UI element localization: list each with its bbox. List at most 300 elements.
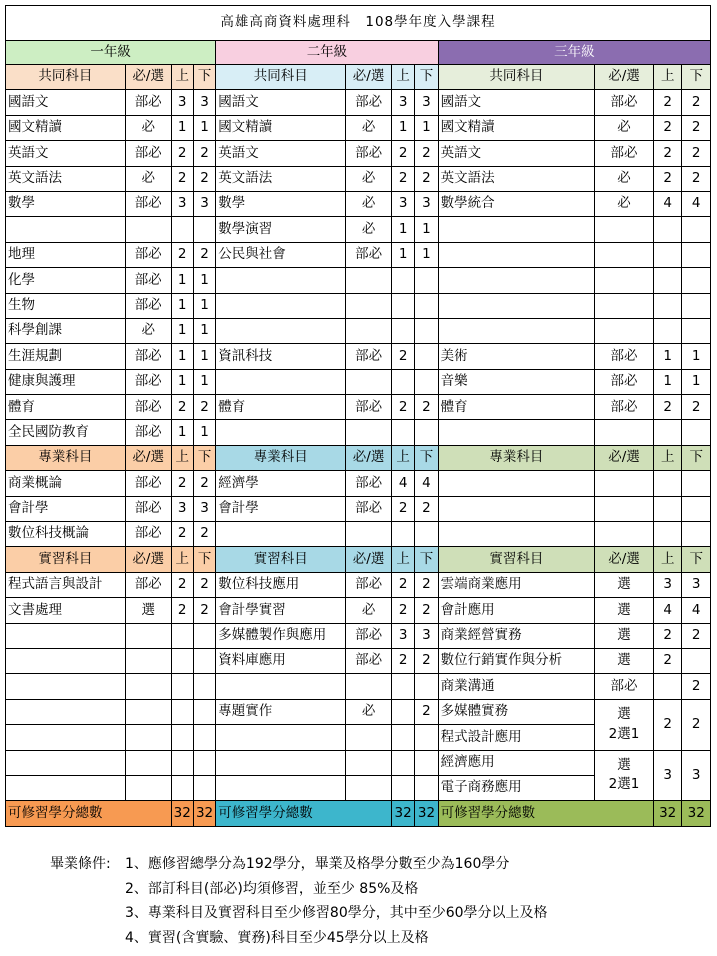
requirement-type: 必	[346, 191, 392, 216]
note-item: 3、專業科目及實習科目至少修習80學分，其中至少60學分以上及格	[125, 905, 548, 922]
credits-lower: 1	[193, 344, 215, 369]
professional-header-upper: 上	[171, 445, 193, 470]
credits-upper	[391, 369, 414, 394]
subject-name: 國文精讀	[216, 115, 346, 140]
subject-name: 體育	[216, 395, 346, 420]
professional-header-subject: 專業科目	[216, 445, 346, 470]
total-credits-lower: 32	[415, 801, 438, 826]
requirement-type: 部必	[595, 344, 654, 369]
subject-name: 會計應用	[438, 598, 594, 623]
credits-lower: 1	[193, 268, 215, 293]
credits-upper	[391, 775, 414, 800]
subject-name	[6, 725, 126, 750]
subject-name: 地理	[6, 242, 126, 267]
practice-header-type: 必/選	[595, 547, 654, 572]
credits-lower: 3	[193, 90, 215, 115]
credits-lower: 3	[415, 623, 438, 648]
professional-header-upper: 上	[653, 445, 681, 470]
common-header-type: 必/選	[125, 65, 171, 90]
practice-header-upper: 上	[171, 547, 193, 572]
requirement-type: 部必	[595, 141, 654, 166]
requirement-type	[346, 293, 392, 318]
credits-lower: 2	[682, 674, 711, 699]
requirement-type: 部必	[346, 242, 392, 267]
requirement-type	[346, 522, 392, 547]
subject-name: 數學演習	[216, 217, 346, 242]
subject-name	[216, 674, 346, 699]
subject-name	[216, 369, 346, 394]
common-header-lower: 下	[415, 65, 438, 90]
credits-upper: 2	[653, 699, 681, 750]
subject-name: 體育	[438, 395, 594, 420]
credits-lower	[193, 674, 215, 699]
common-row	[6, 166, 711, 191]
credits-lower	[415, 674, 438, 699]
requirement-type: 選	[595, 648, 654, 673]
credits-lower	[415, 725, 438, 750]
credits-lower: 2	[415, 166, 438, 191]
professional-row	[6, 496, 711, 521]
requirement-type: 選	[125, 598, 171, 623]
common-header-subject: 共同科目	[6, 65, 126, 90]
requirement-type: 部必	[346, 141, 392, 166]
credits-lower: 2	[415, 648, 438, 673]
credits-upper: 2	[391, 344, 414, 369]
requirement-type	[595, 318, 654, 343]
credits-upper	[391, 674, 414, 699]
subject-name	[6, 699, 126, 724]
requirement-type: 部必	[346, 648, 392, 673]
requirement-type: 部必	[125, 268, 171, 293]
common-row	[6, 242, 711, 267]
subject-name: 英語文	[438, 141, 594, 166]
credits-upper	[171, 648, 193, 673]
requirement-type	[595, 242, 654, 267]
requirement-type	[125, 623, 171, 648]
requirement-type	[125, 674, 171, 699]
subject-name: 商業經營實務	[438, 623, 594, 648]
credits-upper: 2	[171, 242, 193, 267]
common-row	[6, 268, 711, 293]
credits-lower	[415, 293, 438, 318]
elective-select: 選	[617, 756, 631, 773]
requirement-type: 部必	[125, 471, 171, 496]
credits-lower: 3	[682, 750, 711, 801]
practice-row	[6, 598, 711, 623]
subject-name: 數位行銷實作與分析	[438, 648, 594, 673]
credits-lower: 2	[682, 90, 711, 115]
credits-upper	[653, 420, 681, 445]
credits-lower: 4	[682, 191, 711, 216]
requirement-type: 必	[125, 318, 171, 343]
credits-lower: 4	[415, 471, 438, 496]
credits-upper: 1	[171, 420, 193, 445]
requirement-type	[595, 496, 654, 521]
subject-name: 數位科技概論	[6, 522, 126, 547]
professional-header-lower: 下	[682, 445, 711, 470]
practice-row	[6, 750, 711, 775]
subject-name: 商業概論	[6, 471, 126, 496]
credits-lower: 2	[193, 598, 215, 623]
credits-lower	[415, 522, 438, 547]
common-header-subject: 共同科目	[216, 65, 346, 90]
credits-upper: 2	[653, 166, 681, 191]
credits-lower	[415, 775, 438, 800]
credits-upper: 4	[391, 471, 414, 496]
practice-header-upper: 上	[653, 547, 681, 572]
subject-name	[438, 217, 594, 242]
requirement-type	[125, 648, 171, 673]
credits-upper	[391, 420, 414, 445]
credits-lower: 2	[193, 572, 215, 597]
credits-upper	[171, 775, 193, 800]
requirement-type: 部必	[595, 395, 654, 420]
requirement-type	[595, 471, 654, 496]
graduation-notes	[50, 852, 710, 950]
credits-lower	[415, 369, 438, 394]
practice-header-upper: 上	[391, 547, 414, 572]
credits-upper: 2	[391, 166, 414, 191]
subject-name	[6, 775, 126, 800]
credits-lower	[682, 471, 711, 496]
subject-name	[6, 623, 126, 648]
practice-header-lower: 下	[415, 547, 438, 572]
professional-header-type: 必/選	[346, 445, 392, 470]
credits-lower	[415, 344, 438, 369]
common-row	[6, 115, 711, 140]
credits-lower	[193, 217, 215, 242]
credits-lower: 2	[415, 141, 438, 166]
total-credits-upper: 32	[653, 801, 681, 826]
credits-upper	[391, 699, 414, 724]
credits-upper: 3	[171, 496, 193, 521]
requirement-type	[346, 268, 392, 293]
requirement-type: 部必	[346, 572, 392, 597]
requirement-type: 部必	[125, 369, 171, 394]
credits-lower	[682, 420, 711, 445]
subject-name	[438, 420, 594, 445]
subject-name: 多媒體製作與應用	[216, 623, 346, 648]
subject-name: 商業溝通	[438, 674, 594, 699]
credits-upper	[171, 217, 193, 242]
subject-name: 國語文	[438, 90, 594, 115]
subject-name: 英文語法	[6, 166, 126, 191]
requirement-type: 部必	[346, 496, 392, 521]
practice-row	[6, 648, 711, 673]
requirement-type: 必	[346, 699, 392, 724]
credits-lower: 2	[193, 522, 215, 547]
professional-header-subject: 專業科目	[6, 445, 126, 470]
credits-lower: 2	[415, 572, 438, 597]
subject-name: 數學統合	[438, 191, 594, 216]
professional-header-type: 必/選	[125, 445, 171, 470]
subject-name: 健康與護理	[6, 369, 126, 394]
credits-upper: 2	[391, 496, 414, 521]
credits-lower	[415, 318, 438, 343]
subject-name: 體育	[6, 395, 126, 420]
credits-upper: 2	[171, 141, 193, 166]
credits-lower: 3	[682, 572, 711, 597]
requirement-type: 部必	[346, 90, 392, 115]
subject-name	[6, 648, 126, 673]
credits-lower: 1	[415, 242, 438, 267]
credits-upper: 3	[171, 90, 193, 115]
common-header-upper: 上	[171, 65, 193, 90]
subject-name	[216, 268, 346, 293]
subject-name	[438, 318, 594, 343]
credits-upper: 2	[653, 623, 681, 648]
credits-lower	[682, 648, 711, 673]
credits-upper: 2	[653, 648, 681, 673]
total-credits-lower: 32	[193, 801, 215, 826]
practice-header-subject: 實習科目	[6, 547, 126, 572]
total-credits-label: 可修習學分總數	[438, 801, 653, 826]
credits-lower: 2	[193, 471, 215, 496]
practice-row	[6, 572, 711, 597]
credits-lower: 3	[415, 191, 438, 216]
credits-lower: 2	[682, 623, 711, 648]
requirement-type: 部必	[125, 191, 171, 216]
credits-lower	[682, 522, 711, 547]
credits-lower: 1	[193, 115, 215, 140]
credits-upper: 2	[171, 598, 193, 623]
credits-lower: 3	[193, 191, 215, 216]
requirement-type: 選	[595, 623, 654, 648]
credits-lower: 2	[415, 699, 438, 724]
totals-row	[6, 801, 711, 826]
credits-upper: 2	[171, 572, 193, 597]
credits-upper	[171, 623, 193, 648]
requirement-type: 部必	[125, 90, 171, 115]
requirement-type	[595, 522, 654, 547]
subject-name: 經濟應用	[438, 750, 594, 775]
subject-name	[438, 268, 594, 293]
subject-name	[216, 522, 346, 547]
common-header-upper: 上	[653, 65, 681, 90]
requirement-type: 必	[346, 598, 392, 623]
requirement-type	[125, 750, 171, 775]
common-row	[6, 395, 711, 420]
credits-upper	[391, 750, 414, 775]
subject-name: 公民與社會	[216, 242, 346, 267]
subject-name: 會計學	[216, 496, 346, 521]
requirement-type: 部必	[125, 420, 171, 445]
subject-name	[216, 293, 346, 318]
credits-upper: 1	[391, 217, 414, 242]
common-header-upper: 上	[391, 65, 414, 90]
note-item: 2、部訂科目(部必)均須修習，並至少 85%及格	[125, 880, 419, 897]
credits-upper: 1	[171, 318, 193, 343]
credits-upper: 2	[391, 141, 414, 166]
requirement-type: 部必	[125, 242, 171, 267]
credits-upper: 2	[653, 141, 681, 166]
common-header-subject: 共同科目	[438, 65, 594, 90]
credits-upper: 2	[391, 572, 414, 597]
subject-name: 英文語法	[216, 166, 346, 191]
common-header-lower: 下	[193, 65, 215, 90]
subject-name: 電子商務應用	[438, 775, 594, 800]
credits-upper	[653, 242, 681, 267]
professional-row	[6, 471, 711, 496]
credits-lower: 3	[415, 90, 438, 115]
common-header-type: 必/選	[346, 65, 392, 90]
subject-name: 數學	[6, 191, 126, 216]
requirement-type	[125, 725, 171, 750]
credits-upper	[653, 217, 681, 242]
credits-upper: 1	[653, 344, 681, 369]
credits-upper	[653, 268, 681, 293]
requirement-type: 部必	[125, 572, 171, 597]
credits-lower	[682, 217, 711, 242]
requirement-type	[346, 775, 392, 800]
subject-name: 美術	[438, 344, 594, 369]
credits-upper	[653, 293, 681, 318]
subject-name: 生物	[6, 293, 126, 318]
curriculum-table	[5, 5, 711, 827]
total-credits-upper: 32	[171, 801, 193, 826]
credits-lower: 1	[193, 420, 215, 445]
practice-header-lower: 下	[193, 547, 215, 572]
requirement-type: 部必	[346, 344, 392, 369]
credits-lower: 1	[682, 369, 711, 394]
curriculum-sheet	[5, 5, 711, 827]
credits-lower: 1	[193, 293, 215, 318]
subject-name: 國文精讀	[438, 115, 594, 140]
requirement-type	[125, 217, 171, 242]
subject-name: 英語文	[216, 141, 346, 166]
grade-1-header: 一年級	[6, 41, 216, 65]
credits-lower	[682, 318, 711, 343]
elective-choose-one: 2選1	[608, 725, 640, 742]
subject-name	[6, 217, 126, 242]
credits-upper: 3	[653, 572, 681, 597]
credits-upper	[653, 471, 681, 496]
requirement-type	[595, 268, 654, 293]
subject-name: 數位科技應用	[216, 572, 346, 597]
credits-upper	[391, 293, 414, 318]
subject-name: 會計學	[6, 496, 126, 521]
subject-name	[438, 522, 594, 547]
subject-name: 生涯規劃	[6, 344, 126, 369]
credits-lower: 2	[682, 699, 711, 750]
common-header-type: 必/選	[595, 65, 654, 90]
credits-lower	[415, 420, 438, 445]
credits-upper: 2	[653, 115, 681, 140]
requirement-type: 部必	[346, 471, 392, 496]
credits-lower	[682, 293, 711, 318]
credits-upper: 3	[391, 90, 414, 115]
total-credits-lower: 32	[682, 801, 711, 826]
professional-header-lower: 下	[193, 445, 215, 470]
subject-name: 會計學實習	[216, 598, 346, 623]
credits-lower: 1	[415, 217, 438, 242]
practice-row	[6, 623, 711, 648]
requirement-type	[346, 725, 392, 750]
requirement-type: 選	[595, 598, 654, 623]
practice-row	[6, 674, 711, 699]
credits-lower: 2	[415, 395, 438, 420]
credits-lower	[193, 750, 215, 775]
requirement-type	[125, 775, 171, 800]
credits-upper: 3	[653, 750, 681, 801]
total-credits-label: 可修習學分總數	[216, 801, 392, 826]
common-row	[6, 217, 711, 242]
subject-name	[6, 750, 126, 775]
credits-lower	[193, 648, 215, 673]
subject-name: 程式設計應用	[438, 725, 594, 750]
practice-header-type: 必/選	[346, 547, 392, 572]
subject-name: 經濟學	[216, 471, 346, 496]
subject-name	[216, 420, 346, 445]
professional-header-type: 必/選	[595, 445, 654, 470]
requirement-type: 部必	[346, 395, 392, 420]
subject-name: 資料庫應用	[216, 648, 346, 673]
requirement-type	[595, 293, 654, 318]
requirement-type: 必	[346, 217, 392, 242]
total-credits-label: 可修習學分總數	[6, 801, 172, 826]
credits-lower: 3	[193, 496, 215, 521]
requirement-type	[125, 699, 171, 724]
credits-lower	[415, 750, 438, 775]
credits-upper: 1	[171, 268, 193, 293]
subject-name	[216, 725, 346, 750]
requirement-type: 部必	[346, 623, 392, 648]
credits-lower: 2	[415, 598, 438, 623]
credits-lower: 2	[193, 242, 215, 267]
credits-upper	[653, 496, 681, 521]
credits-upper: 1	[171, 344, 193, 369]
credits-upper: 2	[653, 395, 681, 420]
subject-name: 多媒體實務	[438, 699, 594, 724]
credits-upper	[171, 725, 193, 750]
subject-name	[438, 293, 594, 318]
credits-lower	[193, 699, 215, 724]
practice-header-subject: 實習科目	[216, 547, 346, 572]
professional-header-upper: 上	[391, 445, 414, 470]
common-row	[6, 90, 711, 115]
note-item: 1、應修習總學分為192學分，畢業及格學分數至少為160學分	[125, 856, 510, 872]
requirement-type: 必	[125, 115, 171, 140]
requirement-type: 部必	[125, 293, 171, 318]
subject-name	[438, 242, 594, 267]
credits-lower: 2	[682, 166, 711, 191]
credits-upper: 2	[391, 598, 414, 623]
credits-lower	[682, 242, 711, 267]
subject-name: 科學創課	[6, 318, 126, 343]
requirement-type	[595, 420, 654, 445]
credits-lower: 2	[682, 395, 711, 420]
credits-upper	[171, 699, 193, 724]
requirement-type: 部必	[125, 141, 171, 166]
credits-lower: 4	[682, 598, 711, 623]
credits-lower	[415, 268, 438, 293]
credits-lower: 1	[682, 344, 711, 369]
credits-upper: 1	[171, 369, 193, 394]
credits-upper: 2	[171, 395, 193, 420]
practice-row	[6, 699, 711, 724]
credits-upper: 3	[171, 191, 193, 216]
common-row	[6, 420, 711, 445]
subject-name	[216, 750, 346, 775]
credits-upper: 2	[171, 471, 193, 496]
credits-upper	[171, 750, 193, 775]
requirement-type	[346, 750, 392, 775]
requirement-type: 部必	[125, 395, 171, 420]
subject-name: 音樂	[438, 369, 594, 394]
total-credits-upper: 32	[391, 801, 414, 826]
subject-name	[216, 775, 346, 800]
credits-lower: 1	[193, 369, 215, 394]
